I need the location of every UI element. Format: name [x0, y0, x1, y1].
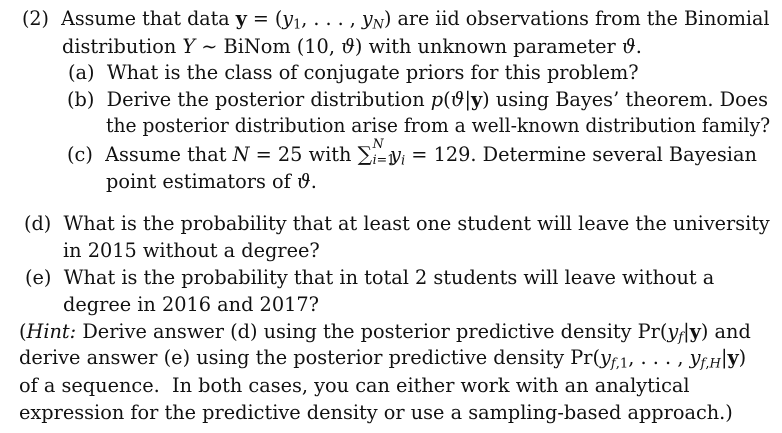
math-posterior: p(ϑ|y): [430, 88, 490, 111]
item-b-line-2: the posterior distribution arise from a well-known distribution family?: [106, 114, 771, 137]
math-data-vector: $y = (y_1$, . . . , $y_N$): [235, 7, 392, 33]
hint-line-1: (Hint: Derive answer (d) using the posterior predictive density $Pr(y_f|y)$ and: [19, 320, 751, 346]
item-c-line-2: point estimators of ϑ.: [106, 170, 317, 193]
problem-line-2: distribution Y ∼ BiNom (10, ϑ) with unknown parameter ϑ.: [62, 35, 642, 58]
math-binomial: Y ∼ BiNom (10, ϑ): [182, 35, 363, 58]
hint-line-2: derive answer (e) using the posterior predictive density $Pr(y_{f,1}$, . . . , $y_{f,H}|y$): [19, 346, 747, 372]
item-e-line-2: degree in 2016 and 2017?: [63, 293, 319, 316]
hint-line-3: of a sequence. In both cases, you can either work with an analytical: [19, 374, 690, 397]
item-e-line-1: (e) What is the probability that in total 2 students will leave without a: [25, 266, 715, 289]
item-c-line-1: (c) Assume that N = 25 with ∑ N i=1 $y_i = 129$. Determine several Bayesian: [67, 136, 757, 169]
math-predictive-sequence: $Pr(y_{f,1}$, . . . , $y_{f,H}|y$): [570, 346, 747, 372]
hint-label: Hint:: [26, 320, 77, 343]
item-d-line-1: (d) What is the probability that at least one student will leave the university: [24, 212, 770, 235]
math-predictive-single: $Pr(y_f|y)$: [637, 320, 709, 346]
item-b-line-1: (b) Derive the posterior distribution p(ϑ|y) using Bayes’ theorem. Does: [67, 88, 769, 111]
problem-number: (2): [22, 7, 49, 30]
problem-line-1: (2) Assume that data $y = (y_1$, . . . , $y_N$) are iid observations from the Binomial: [22, 7, 770, 33]
math-sum: ∑ N i=1 $y_i = 129$.: [357, 136, 477, 169]
hint-line-4: expression for the predictive density or use a sampling-based approach.): [19, 401, 733, 424]
math-n-value: N = 25: [232, 143, 303, 166]
item-d-line-2: in 2015 without a degree?: [63, 239, 320, 262]
item-a: (a) What is the class of conjugate priors for this problem?: [68, 61, 639, 84]
